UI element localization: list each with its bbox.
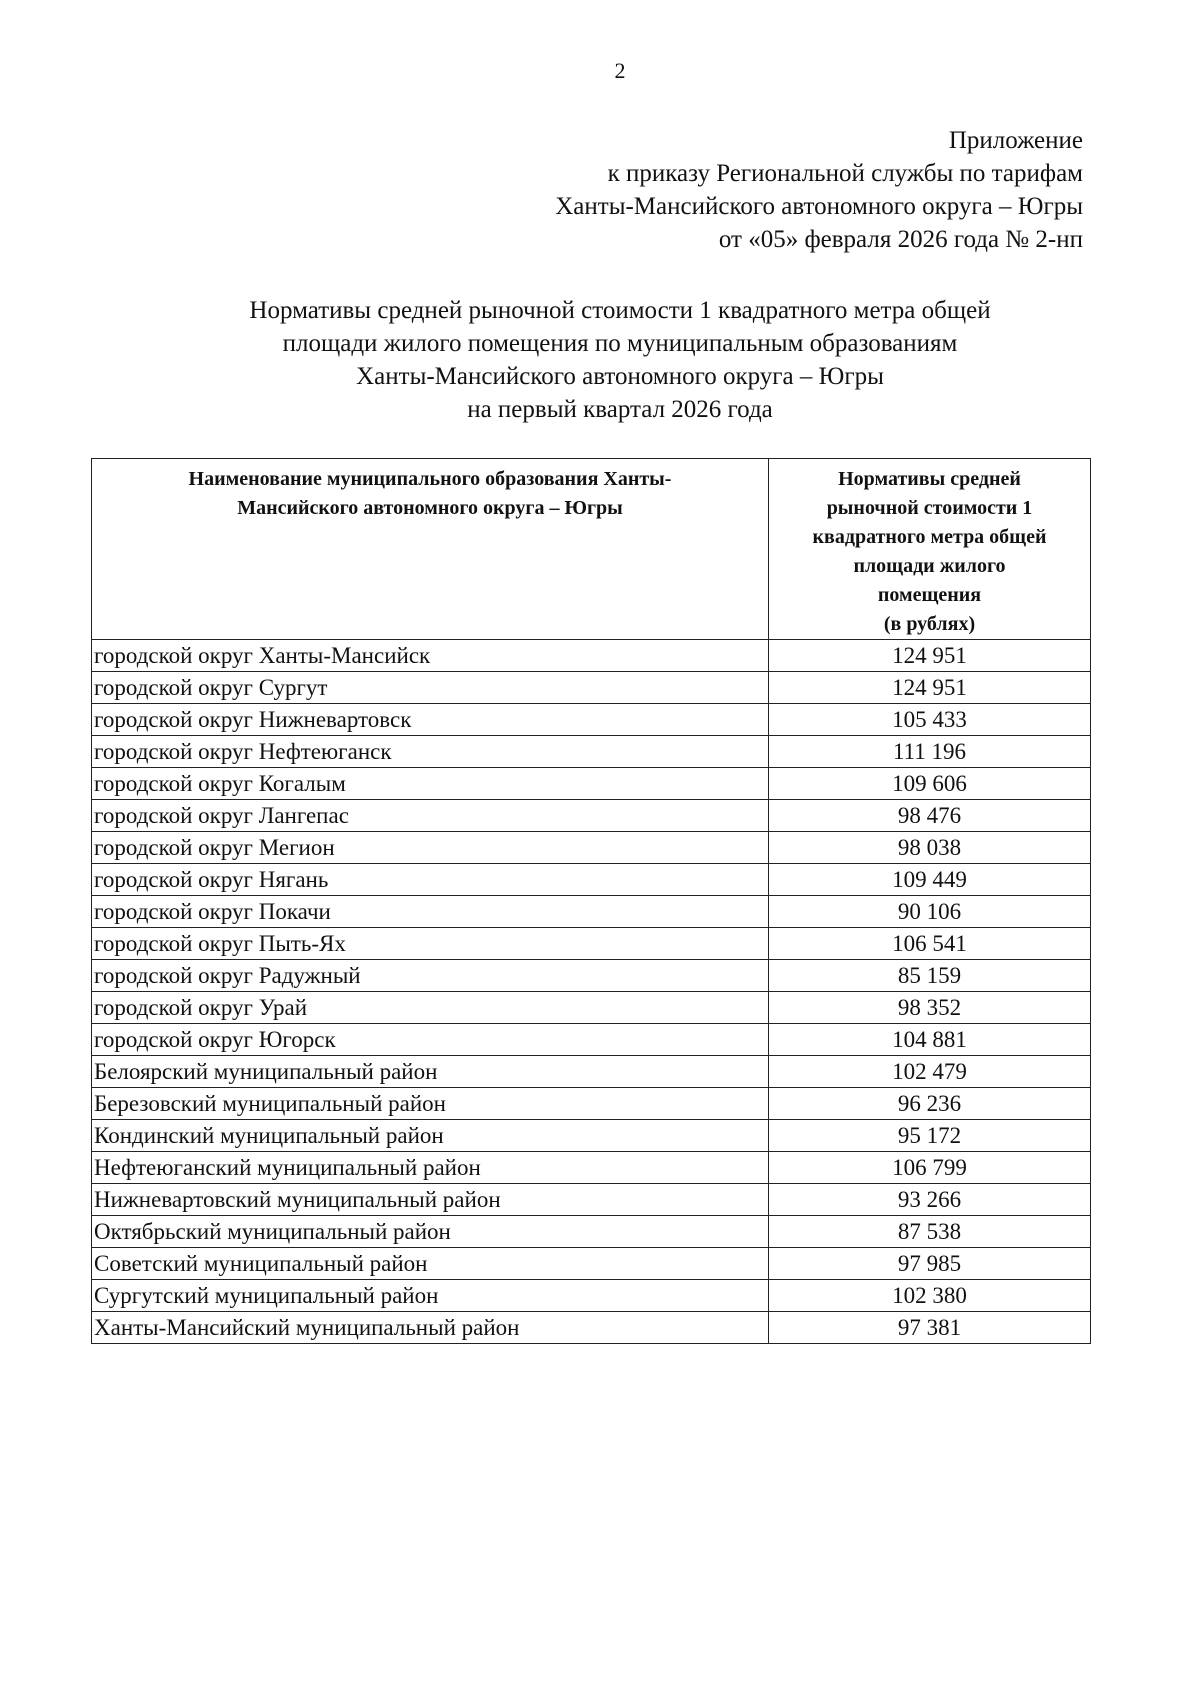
header-norm-value bbox=[769, 459, 1091, 640]
header-municipality bbox=[92, 459, 769, 640]
table-row bbox=[92, 672, 1091, 704]
municipality-name: Белоярский муниципальный район bbox=[92, 1056, 769, 1088]
table-row bbox=[92, 1216, 1091, 1248]
header-text: помещения bbox=[877, 584, 982, 606]
header-text: Мансийского автономного округа – Югры bbox=[237, 497, 623, 519]
table-header-row bbox=[92, 459, 1091, 640]
norm-value: 97 985 bbox=[769, 1248, 1091, 1280]
table-row bbox=[92, 704, 1091, 736]
municipality-name: городской округ Мегион bbox=[92, 832, 769, 864]
municipality-name: городской округ Урай bbox=[92, 992, 769, 1024]
table-row bbox=[92, 1248, 1091, 1280]
title-line: площади жилого помещения по муниципальным образованиям bbox=[282, 330, 958, 357]
norm-value: 90 106 bbox=[769, 896, 1091, 928]
municipality-name: городской округ Сургут bbox=[92, 672, 769, 704]
norm-value: 105 433 bbox=[769, 704, 1091, 736]
header-text: Нормативы средней bbox=[838, 468, 1021, 490]
title-line: Нормативы средней рыночной стоимости 1 квадратного метра общей bbox=[249, 297, 991, 324]
table-row bbox=[92, 1152, 1091, 1184]
municipality-name: городской округ Лангепас bbox=[92, 800, 769, 832]
table-row bbox=[92, 864, 1091, 896]
header-text: квадратного метра общей bbox=[812, 526, 1047, 548]
municipality-name: городской округ Радужный bbox=[92, 960, 769, 992]
table-row bbox=[92, 1120, 1091, 1152]
appendix-label: Приложение bbox=[948, 127, 1083, 154]
municipality-name: Кондинский муниципальный район bbox=[92, 1120, 769, 1152]
norm-value: 93 266 bbox=[769, 1184, 1091, 1216]
norm-value: 98 352 bbox=[769, 992, 1091, 1024]
table-row bbox=[92, 960, 1091, 992]
table-row bbox=[92, 768, 1091, 800]
header-text: рыночной стоимости 1 bbox=[826, 497, 1033, 519]
table-row bbox=[92, 736, 1091, 768]
table-row bbox=[92, 1056, 1091, 1088]
norm-value: 97 381 bbox=[769, 1312, 1091, 1344]
municipality-name: Нижневартовский муниципальный район bbox=[92, 1184, 769, 1216]
municipality-name: городской округ Покачи bbox=[92, 896, 769, 928]
norm-value: 87 538 bbox=[769, 1216, 1091, 1248]
norm-value: 102 380 bbox=[769, 1280, 1091, 1312]
municipality-name: городской округ Нягань bbox=[92, 864, 769, 896]
table-row bbox=[92, 1280, 1091, 1312]
table-row bbox=[92, 1312, 1091, 1344]
norm-value: 106 541 bbox=[769, 928, 1091, 960]
municipality-name: городской округ Пыть-Ях bbox=[92, 928, 769, 960]
municipality-name: Советский муниципальный район bbox=[92, 1248, 769, 1280]
municipality-name: городской округ Когалым bbox=[92, 768, 769, 800]
norm-value: 124 951 bbox=[769, 640, 1091, 672]
municipality-name: Ханты-Мансийский муниципальный район bbox=[92, 1312, 769, 1344]
header-text: Наименование муниципального образования Ханты- bbox=[188, 468, 672, 490]
municipality-name: Сургутский муниципальный район bbox=[92, 1280, 769, 1312]
municipality-name: Березовский муниципальный район bbox=[92, 1088, 769, 1120]
table-row bbox=[92, 896, 1091, 928]
norm-value: 106 799 bbox=[769, 1152, 1091, 1184]
municipality-name: Октябрьский муниципальный район bbox=[92, 1216, 769, 1248]
table-row bbox=[92, 928, 1091, 960]
norm-value: 111 196 bbox=[769, 736, 1091, 768]
norm-value: 98 476 bbox=[769, 800, 1091, 832]
norm-value: 96 236 bbox=[769, 1088, 1091, 1120]
table-row bbox=[92, 640, 1091, 672]
norm-value: 109 449 bbox=[769, 864, 1091, 896]
page-number: 2 bbox=[614, 58, 626, 83]
header-text: (в рублях) bbox=[883, 613, 976, 635]
norm-value: 102 479 bbox=[769, 1056, 1091, 1088]
norms-table bbox=[91, 458, 1091, 1344]
norm-value: 104 881 bbox=[769, 1024, 1091, 1056]
appendix-region: Ханты-Мансийского автономного округа – Югры bbox=[555, 193, 1083, 220]
table-row bbox=[92, 1184, 1091, 1216]
municipality-name: городской округ Нижневартовск bbox=[92, 704, 769, 736]
norm-value: 85 159 bbox=[769, 960, 1091, 992]
title-line: на первый квартал 2026 года bbox=[467, 396, 773, 423]
norm-value: 109 606 bbox=[769, 768, 1091, 800]
appendix-order-ref: к приказу Региональной службы по тарифам bbox=[607, 160, 1083, 187]
norm-value: 95 172 bbox=[769, 1120, 1091, 1152]
table-row bbox=[92, 1024, 1091, 1056]
municipality-name: городской округ Нефтеюганск bbox=[92, 736, 769, 768]
header-text: площади жилого bbox=[853, 555, 1006, 577]
norm-value: 124 951 bbox=[769, 672, 1091, 704]
appendix-header bbox=[383, 124, 1083, 256]
norm-value: 98 038 bbox=[769, 832, 1091, 864]
municipality-name: городской округ Югорск bbox=[92, 1024, 769, 1056]
municipality-name: городской округ Ханты-Мансийск bbox=[92, 640, 769, 672]
document-title bbox=[120, 294, 1120, 426]
table-row bbox=[92, 992, 1091, 1024]
table-row bbox=[92, 832, 1091, 864]
municipality-name: Нефтеюганский муниципальный район bbox=[92, 1152, 769, 1184]
table-row bbox=[92, 800, 1091, 832]
title-line: Ханты-Мансийского автономного округа – Югры bbox=[356, 363, 884, 390]
appendix-date-number: от «05» февраля 2026 года № 2-нп bbox=[718, 226, 1083, 253]
table-row bbox=[92, 1088, 1091, 1120]
